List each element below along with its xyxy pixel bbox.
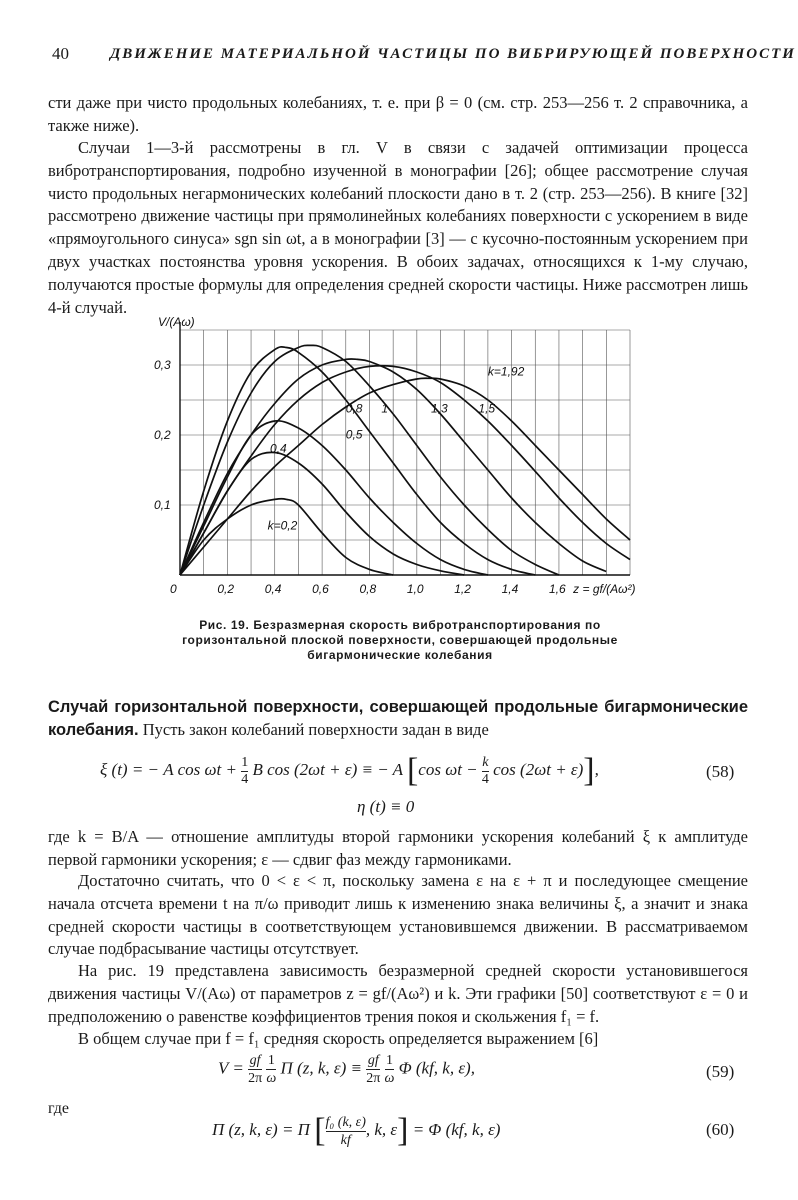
curve-k=0,8 xyxy=(180,347,535,575)
eq59-mid: Π (z, k, ε) ≡ xyxy=(276,1058,367,1078)
eq59-frac1 xyxy=(248,1052,262,1087)
equation-60-number: (60) xyxy=(706,1120,735,1139)
x-axis-label: z = gf/(Aω²) xyxy=(573,582,636,596)
figure-caption: Рис. 19. Безразмерная скорость вибротранспортирования по горизонтальной плоской поверхности, совершающей продольные бигармонические колебания xyxy=(182,618,618,662)
eq59-lhs: V = xyxy=(218,1058,249,1078)
y-tick-label: 0,3 xyxy=(154,358,171,372)
equation-59-number: (59) xyxy=(706,1062,735,1081)
curve-label: 1 xyxy=(381,401,389,416)
eq58-bracket-right: ] xyxy=(583,752,595,789)
eq60-end: = Φ (kf, k, ε) xyxy=(408,1119,501,1139)
equation-58 xyxy=(100,752,599,790)
paragraph-1: сти даже при чисто продольных колебаниях, т. е. при β = 0 (см. стр. 253—256 т. 2 справочника, а также ниже). xyxy=(48,93,748,135)
eq58-comma: , xyxy=(594,759,599,779)
eq59-gf: gf xyxy=(249,1053,261,1068)
eq58-bracket-left: [ xyxy=(406,752,419,789)
curve-label: k=1,92 xyxy=(487,364,525,379)
case-heading: Случай горизонтальной поверхности, совершающей продольные бигармонические колебания. xyxy=(48,698,748,739)
eq58-frac-den: 4 xyxy=(241,771,249,787)
where-word: где xyxy=(48,1100,70,1117)
x-tick-label: 1,2 xyxy=(454,582,471,596)
curve-label: 1,3 xyxy=(431,401,448,416)
eq60-bracket-right: ] xyxy=(397,1112,409,1149)
case-paragraph xyxy=(48,696,748,742)
curve-k=1,5 xyxy=(180,366,630,575)
eq59-frac4 xyxy=(385,1052,395,1087)
eq60-lhs: Π (z, k, ε) = Π xyxy=(212,1119,315,1139)
eq58-mid: B cos (2ωt + ε) ≡ − A xyxy=(248,759,407,779)
curve-label: 0,5 xyxy=(345,427,363,442)
eq58-four: 4 xyxy=(481,771,489,787)
eq58-k-fraction xyxy=(482,755,489,788)
y-axis-label: V/(Aω) xyxy=(158,315,195,329)
x-tick-label: 1,4 xyxy=(501,582,519,596)
eq59-end: Φ (kf, k, ε), xyxy=(394,1058,475,1078)
curve-label: 0,8 xyxy=(345,401,363,416)
eq58-left: ξ (t) = − A cos ωt + xyxy=(100,759,242,779)
eq59-frac3 xyxy=(366,1052,380,1087)
eq59-one: 1 xyxy=(267,1053,275,1068)
eq58-inner2: cos (2ωt + ε) xyxy=(488,759,584,779)
case-text: Пусть закон колебаний поверхности задан в виде xyxy=(138,719,489,739)
paragraph-3: где k = B/A — отношение амплитуды второй гармоники ускорения колебаний ξ к амплитуде первой гармоники ускорения; ε — сдвиг фаз между гармониками. xyxy=(48,827,748,869)
paragraph-4: Достаточно считать, что 0 < ε < π, поскольку замена ε на ε + π и последующее смещение начала отсчета времени t на π/ω приводит лишь к изменению знака величины ξ, а значит и знака средней скорости частицы в соответствующем установившемся движении. В рассматриваемом случае подбрасывание частицы отсутствует. xyxy=(48,871,748,959)
curve-label: 1,5 xyxy=(478,401,496,416)
equation-59 xyxy=(218,1052,475,1087)
running-title: ДВИЖЕНИЕ МАТЕРИАЛЬНОЙ ЧАСТИЦЫ ПО ВИБРИРУЮЩЕЙ ПОВЕРХНОСТИ xyxy=(110,46,796,62)
eq58-k: k xyxy=(482,754,489,770)
eq60-bracket-left: [ xyxy=(314,1112,326,1149)
eq60-rest: , k, ε xyxy=(365,1119,398,1139)
equation-60 xyxy=(212,1112,500,1150)
eq60-fraction xyxy=(326,1114,366,1149)
eq59-gf-2: gf xyxy=(367,1053,379,1068)
eq60-num: f₀ (k, ε) xyxy=(325,1114,366,1130)
curve-label: k=0,2 xyxy=(267,518,298,533)
x-tick-label: 0,6 xyxy=(312,582,329,596)
curve-label: 0,4 xyxy=(270,441,287,456)
y-tick-label: 0,2 xyxy=(154,428,171,442)
eq59-omega-2: ω xyxy=(384,1071,395,1086)
eq59-2pi: 2π xyxy=(248,1071,263,1086)
eq59-one-2: 1 xyxy=(385,1053,393,1068)
x-tick-label: 1,0 xyxy=(406,582,424,596)
eq59-frac2 xyxy=(266,1052,276,1087)
equation-58-number: (58) xyxy=(706,762,735,781)
eq60-den: kf xyxy=(340,1132,351,1148)
x-tick-label: 0,2 xyxy=(217,582,235,596)
eq59-2pi-2: 2π xyxy=(366,1071,381,1086)
y-tick-label: 0,1 xyxy=(154,498,171,512)
x-tick-label: 1,6 xyxy=(548,582,566,596)
figure-19-chart xyxy=(150,310,710,610)
origin-label: 0 xyxy=(170,582,177,596)
x-tick-label: 0,4 xyxy=(264,582,282,596)
paragraph-6: В общем случае при f = f₁ средняя скорость определяется выражением [6] xyxy=(78,1029,599,1048)
eq59-omega: ω xyxy=(266,1071,277,1086)
equation-eta: η (t) ≡ 0 xyxy=(357,797,415,816)
page-number: 40 xyxy=(52,44,69,63)
eq58-frac-num: 1 xyxy=(241,754,249,770)
eq58-inner: cos ωt − xyxy=(418,759,482,779)
paragraph-5: На рис. 19 представлена зависимость безразмерной средней скорости установившегося движения частицы V/(Aω) от параметров z = gf/(Aω²) и k. Эти графики [50] соответствуют ε = 0 и предположению о равенстве коэффициентов трения покоя и скольжения f₁ = f. xyxy=(48,961,748,1026)
paragraph-2: Случаи 1—3-й рассмотрены в гл. V в связи с задачей оптимизации процесса вибротранспортирования, подробно изученной в монографии [26]; общее рассмотрение случая чисто продольных негармонических колебаний плоскости дано в т. 2 (стр. 253—256). В книге [32] рассмотрено движение частицы при прямолинейных колебаниях поверхности с ускорением в виде «прямоугольного синуса» sgn sin ωt, а в монографии [3] — с кусочно-постоянным ускорением при двух участках постоянства уровня ускорения. В обоих задачах, относящихся к 1-му случаю, получаются простые формулы для определения средней скорости частицы. Ниже рассмотрен лишь 4-й случай. xyxy=(48,138,748,317)
x-tick-label: 0,8 xyxy=(359,582,377,596)
